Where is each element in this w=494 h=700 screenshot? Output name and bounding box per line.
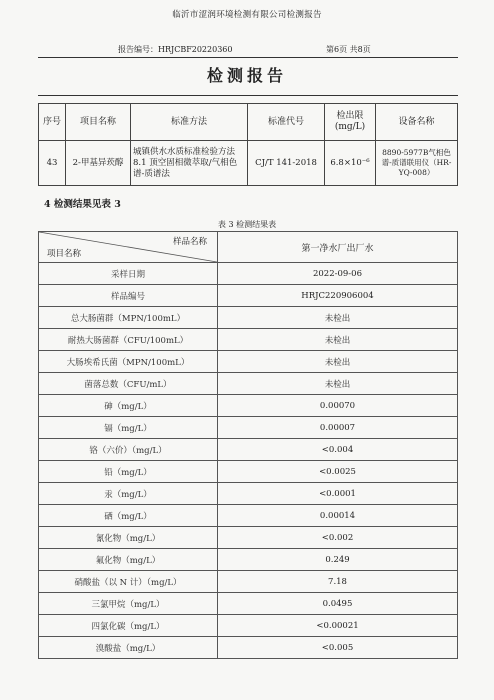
result-item: 四氯化碳（mg/L） xyxy=(39,615,218,637)
table-row xyxy=(39,483,458,505)
result-item: 汞（mg/L） xyxy=(39,483,218,505)
row-no: 43 xyxy=(39,141,66,186)
method-table-row xyxy=(39,141,458,186)
result-value: 未检出 xyxy=(218,329,458,351)
result-table xyxy=(38,231,458,659)
result-item: 硝酸盐（以 N 计）（mg/L） xyxy=(39,571,218,593)
corner-cell xyxy=(39,232,218,263)
table-row xyxy=(39,373,458,395)
report-number: 报告编号：HRJCBF20220360 xyxy=(118,45,233,54)
col-no: 序号 xyxy=(39,104,66,141)
result-item: 三氯甲烷（mg/L） xyxy=(39,593,218,615)
result-value: 7.18 xyxy=(218,571,458,593)
result-value: 0.00014 xyxy=(218,505,458,527)
title-rule xyxy=(38,95,458,96)
result-item: 采样日期 xyxy=(39,263,218,285)
result-value: 未检出 xyxy=(218,307,458,329)
table-row xyxy=(39,549,458,571)
result-item: 溴酸盐（mg/L） xyxy=(39,637,218,659)
result-item: 铬（六价）（mg/L） xyxy=(39,439,218,461)
table-row xyxy=(39,417,458,439)
result-item: 氰化物（mg/L） xyxy=(39,527,218,549)
result-value: 0.00070 xyxy=(218,395,458,417)
result-value: <0.002 xyxy=(218,527,458,549)
col-item: 项目名称 xyxy=(66,104,131,141)
result-item: 大肠埃希氏菌（MPN/100mL） xyxy=(39,351,218,373)
result-value: <0.005 xyxy=(218,637,458,659)
table-row xyxy=(39,571,458,593)
table-row xyxy=(39,285,458,307)
result-item: 铅（mg/L） xyxy=(39,461,218,483)
result-table-header xyxy=(39,232,458,263)
method-table-header xyxy=(39,104,458,141)
table-row xyxy=(39,461,458,483)
result-value: HRJC220906004 xyxy=(218,285,458,307)
row-method: 城镇供水水质标准检验方法 8.1 顶空固相微萃取/气相色谱-质谱法 xyxy=(131,141,248,186)
page-title: 检测报告 xyxy=(206,66,287,85)
corner-sample-label: 样品名称 xyxy=(172,237,207,247)
row-limit: 6.8×10⁻⁶ xyxy=(325,141,376,186)
result-item: 耐热大肠菌群（CFU/100mL） xyxy=(39,329,218,351)
result-item: 总大肠菌群（MPN/100mL） xyxy=(39,307,218,329)
result-value: 2022-09-06 xyxy=(218,263,458,285)
col-device: 设备名称 xyxy=(376,104,458,141)
section-heading: 4 检测结果见表 3 xyxy=(44,199,121,210)
table-row xyxy=(39,615,458,637)
result-value: 0.249 xyxy=(218,549,458,571)
row-code: CJ/T 141-2018 xyxy=(248,141,325,186)
table-row xyxy=(39,527,458,549)
page-info: 第6页 共8页 xyxy=(326,45,371,54)
table-row xyxy=(39,637,458,659)
report-header-org: 临沂市涩润环境检测有限公司检测报告 xyxy=(172,10,322,20)
sample-name: 第一净水厂出厂水 xyxy=(218,232,458,263)
table-row xyxy=(39,263,458,285)
col-limit: 检出限(mg/L) xyxy=(325,104,376,141)
table-row xyxy=(39,329,458,351)
table-caption: 表 3 检测结果表 xyxy=(217,220,277,229)
corner-item-label: 项目名称 xyxy=(47,249,82,259)
result-value: <0.0001 xyxy=(218,483,458,505)
table-row xyxy=(39,593,458,615)
result-item: 氟化物（mg/L） xyxy=(39,549,218,571)
method-table xyxy=(38,103,458,186)
table-row xyxy=(39,439,458,461)
row-device: 8890-5977B气相色谱-质谱联用仪（HR-YQ-008） xyxy=(376,141,458,186)
result-item: 镉（mg/L） xyxy=(39,417,218,439)
result-value: <0.004 xyxy=(218,439,458,461)
row-item: 2-甲基异莰醇 xyxy=(66,141,131,186)
result-item: 样品编号 xyxy=(39,285,218,307)
table-row xyxy=(39,505,458,527)
result-item: 硒（mg/L） xyxy=(39,505,218,527)
result-item: 砷（mg/L） xyxy=(39,395,218,417)
result-value: 0.0495 xyxy=(218,593,458,615)
header-rule xyxy=(38,57,458,58)
result-value: <0.0025 xyxy=(218,461,458,483)
table-row xyxy=(39,307,458,329)
result-item: 菌落总数（CFU/mL） xyxy=(39,373,218,395)
col-method: 标准方法 xyxy=(131,104,248,141)
result-value: 0.00007 xyxy=(218,417,458,439)
table-row xyxy=(39,351,458,373)
result-value: 未检出 xyxy=(218,351,458,373)
table-row xyxy=(39,395,458,417)
col-code: 标准代号 xyxy=(248,104,325,141)
result-value: <0.00021 xyxy=(218,615,458,637)
result-value: 未检出 xyxy=(218,373,458,395)
